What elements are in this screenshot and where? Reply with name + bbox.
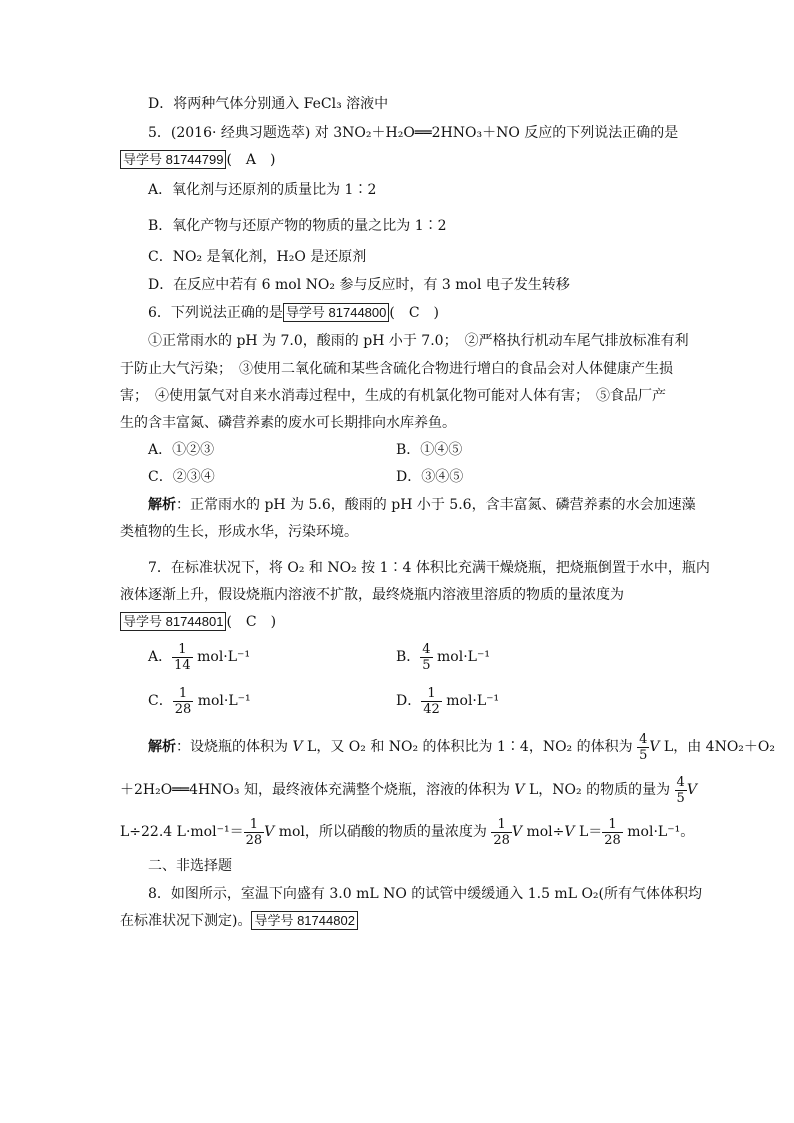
q7-option-a — [148, 640, 250, 674]
q6-explanation-line1 — [148, 494, 696, 516]
q7-option-b — [396, 640, 490, 674]
q7-explain-text: mol·L⁻¹。 — [622, 824, 695, 840]
q4-option-d: D．将两种气体分别通入 FeCl₃ 溶液中 — [148, 96, 389, 112]
q6-stem: 6．下列说法正确的是 — [148, 305, 283, 321]
q7-option-a-label: A． — [148, 649, 173, 665]
q7-option-d-label: D． — [396, 693, 422, 709]
fraction-denominator: 5 — [422, 657, 431, 673]
q5-stem: 5．(2016· 经典习题选萃) 对 3NO₂＋H₂O══2HNO₃＋NO 反应的下列说法正确的是 — [148, 125, 679, 141]
q7-explain-text: mol÷ — [522, 824, 565, 840]
q7-option-c-unit: mol·L⁻¹ — [197, 693, 251, 709]
fraction-denominator: 28 — [245, 832, 263, 848]
q6-ref-box: 导学号 81744800 — [283, 303, 389, 322]
q7-answer: ( C ) — [226, 614, 277, 630]
fraction-denominator: 28 — [493, 832, 510, 848]
q7-option-b-fraction — [420, 642, 432, 673]
fraction-numerator: 1 — [491, 817, 512, 833]
q7-explain-text: L÷22.4 L·mol⁻¹＝ — [120, 824, 244, 840]
fraction-numerator: 1 — [244, 817, 265, 833]
q6-explain-text1: ：正常雨水的 pH 为 5.6，酸雨的 pH 小于 5.6，含丰富氮、磷营养素的水会加速藻 — [176, 497, 696, 513]
fraction-denominator: 42 — [423, 701, 440, 717]
fraction-numerator: 1 — [173, 686, 194, 702]
q8-stem-2: 在标准状况下测定)。 — [120, 913, 252, 929]
q7-explanation-line1 — [148, 730, 775, 764]
var-v: V — [514, 782, 525, 798]
q7-option-c — [148, 684, 251, 718]
fraction-denominator: 28 — [604, 832, 621, 848]
fraction-numerator: 4 — [639, 731, 648, 747]
q7-explain-text: mol，所以硝酸的物质的量浓度为 — [274, 824, 492, 840]
q7-option-c-fraction — [173, 686, 194, 717]
var-v: V — [292, 739, 303, 755]
q7-explain-text: ＋2H₂O══4HNO₃ 知，最终液体充满整个烧瓶，溶液的体积为 — [120, 782, 515, 798]
q6-explain-label: 解析 — [148, 497, 176, 513]
fraction-denominator: 14 — [174, 657, 191, 673]
fraction-numerator: 4 — [422, 641, 431, 657]
q7-ref-box: 导学号 81744801 — [120, 612, 226, 631]
q7-option-d — [396, 684, 499, 718]
var-v: V — [649, 739, 660, 755]
q6-answer: ( C ) — [389, 305, 440, 321]
q7-explain-text: ：设烧瓶的体积为 — [176, 739, 293, 755]
q7-option-b-label: B． — [396, 649, 421, 665]
q5-option-a: A．氧化剂与还原剂的质量比为 1∶2 — [148, 182, 377, 198]
q7-stem-2: 液体逐渐上升，假设烧瓶内溶液不扩散，最终烧瓶内溶液里溶质的物质的量浓度为 — [120, 587, 624, 603]
fraction-denominator: 28 — [174, 701, 192, 717]
q7-explain-fraction — [602, 817, 623, 848]
q7-option-b-unit: mol·L⁻¹ — [437, 649, 490, 665]
q6-para-3: 害； ④使用氯气对自来水消毒过程中，生成的有机氯化物可能对人体有害； ⑤食品厂产 — [120, 388, 666, 404]
section-2-title: 二、非选择题 — [148, 858, 232, 874]
q8-ref-box: 导学号 81744802 — [251, 911, 357, 930]
q6-option-d: D．③④⑤ — [396, 469, 464, 485]
q6-explanation-line2: 类植物的生长，形成水华，污染环境。 — [120, 524, 358, 540]
fraction-numerator: 1 — [602, 817, 623, 833]
fraction-numerator: 4 — [676, 774, 685, 790]
q5-option-b: B．氧化产物与还原产物的物质的量之比为 1∶2 — [148, 218, 447, 234]
fraction-denominator: 5 — [639, 747, 648, 763]
q7-explain-fraction — [244, 817, 265, 848]
q7-explain-text: L，由 4NO₂＋O₂ — [659, 739, 776, 755]
q7-explain-fraction — [675, 775, 687, 806]
q5-option-c: C．NO₂ 是氧化剂，H₂O 是还原剂 — [148, 249, 367, 265]
fraction-numerator: 1 — [172, 642, 193, 658]
var-v: V — [511, 824, 523, 840]
q5-answer: ( A ) — [226, 152, 276, 168]
q6-para-4: 生的含丰富氮、磷营养素的废水可长期排向水库养鱼。 — [120, 415, 456, 431]
q6-option-a: A．①②③ — [148, 442, 215, 458]
q5-option-d: D．在反应中若有 6 mol NO₂ 参与反应时，有 3 mol 电子发生转移 — [148, 277, 570, 293]
q5-ref-box: 导学号 81744799 — [120, 150, 226, 169]
var-v: V — [564, 824, 575, 840]
q6-stem-line — [148, 302, 439, 324]
q7-stem-1: 7．在标准状况下，将 O₂ 和 NO₂ 按 1∶4 体积比充满干燥烧瓶，把烧瓶倒置于水中，瓶内 — [148, 560, 710, 576]
q7-option-d-fraction — [421, 686, 442, 717]
var-v: V — [264, 824, 275, 840]
q7-explain-text: L，又 O₂ 和 NO₂ 的体积比为 1∶4，NO₂ 的体积为 — [302, 739, 638, 755]
q7-explanation-line2 — [120, 773, 697, 807]
q7-explanation-line3 — [120, 815, 694, 849]
q7-ref-line — [120, 611, 276, 633]
q8-stem-2-line — [120, 910, 358, 932]
q6-option-b: B．①④⑤ — [396, 442, 463, 458]
q6-para-2: 于防止大气污染； ③使用二氧化硫和某些含硫化合物进行增白的食品会对人体健康产生损 — [120, 361, 673, 377]
q7-explain-fraction — [637, 732, 649, 763]
q7-explain-text: L＝ — [574, 824, 603, 840]
q7-explain-text: L，NO₂ 的物质的量为 — [524, 782, 675, 798]
q5-ref-line — [120, 149, 276, 171]
q8-stem-1: 8．如图所示，室温下向盛有 3.0 mL NO 的试管中缓缓通入 1.5 mL O₂(所有气体体积均 — [148, 886, 703, 902]
q6-option-c: C．②③④ — [148, 469, 215, 485]
q7-option-d-unit: mol·L⁻¹ — [446, 693, 500, 709]
q7-option-a-fraction — [172, 642, 193, 673]
q7-explain-label: 解析 — [148, 739, 176, 755]
q7-explain-fraction — [491, 817, 512, 848]
q7-option-a-unit: mol·L⁻¹ — [197, 649, 251, 665]
var-v: V — [686, 782, 697, 798]
q7-option-c-label: C． — [148, 693, 173, 709]
fraction-denominator: 5 — [676, 790, 685, 806]
fraction-numerator: 1 — [421, 686, 442, 702]
q6-para-1: ①正常雨水的 pH 为 7.0，酸雨的 pH 小于 7.0； ②严格执行机动车尾气排放标准有利 — [148, 333, 689, 349]
